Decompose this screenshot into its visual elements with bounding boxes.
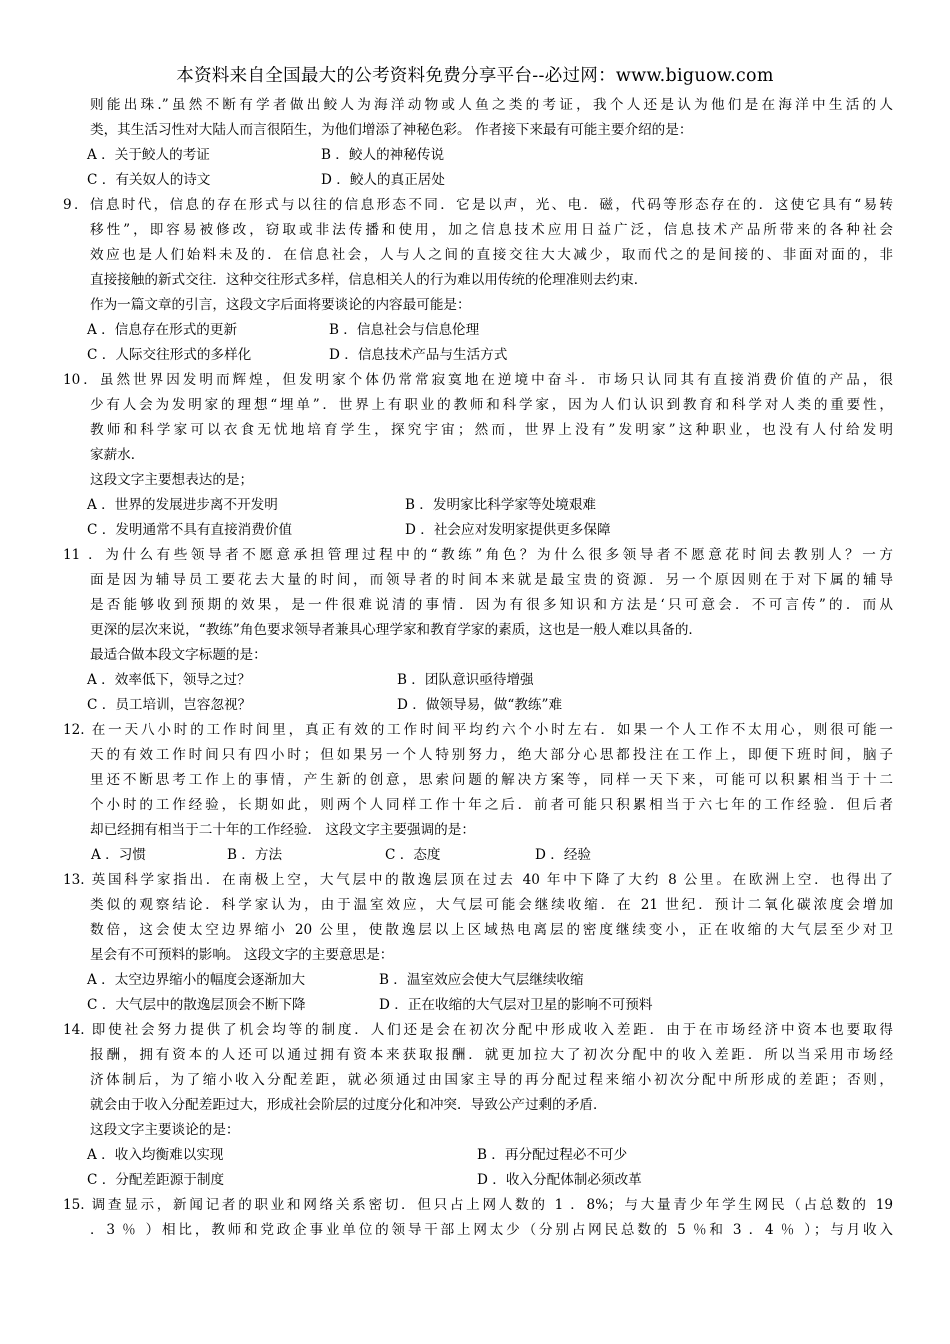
option-a: A ．收入均衡难以实现 (87, 1147, 224, 1163)
question-prompt: 这段文字主要谈论的是： (90, 1122, 240, 1138)
document-body (63, 93, 893, 1243)
option-b: B ．发明家比科学家等处境艰难 (405, 497, 597, 513)
text-line: 类，其生活习性对大陆人而言很陌生，为他们增添了神秘色彩。 作者接下来最有可能主要介绍的是： (90, 122, 693, 138)
option-row (63, 843, 893, 868)
option-d: D ．社会应对发明家提供更多保障 (405, 522, 611, 538)
option-d: D ．鲛人的真正居处 (321, 172, 445, 188)
option-d: D ．经验 (535, 847, 592, 863)
option-a: A ．太空边界缩小的幅度会逐渐加大 (87, 972, 306, 988)
option-row (63, 1143, 893, 1168)
text-line: 少有人会为发明家的理想“埋单”．世界上有职业的教师和科学家，因为人们认识到教育和科学对人类的重要性， (90, 397, 893, 413)
text-line: 类似的观察结论．科学家认为，由于温室效应，大气层可能会继续收缩．在 21 世纪．预计二氧化碳浓度会增加 (90, 897, 893, 913)
option-c: C ．分配差距源于制度 (87, 1172, 225, 1188)
option-c: C ．大气层中的散逸层顶会不断下降 (87, 997, 306, 1013)
text-line: ．3 ％ ）相比，教师和党政企事业单位的领导干部上网太少（分别占网民总数的 5 ％和 3 ．4 ％ ）；与月收入 (90, 1222, 893, 1238)
option-a: A ．关于鲛人的考证 (87, 147, 210, 163)
question-prompt: 作为一篇文章的引言，这段文字后面将要谈论的内容最可能是： (90, 297, 471, 313)
option-c: C ．发明通常不具有直接消费价值 (87, 522, 293, 538)
option-b: B ．鲛人的神秘传说 (321, 147, 445, 163)
question-13-line: 13. 英国科学家指出．在南极上空，大气层中的散逸层顶在过去 40 年中下降了大约 8 公里。在欧洲上空．也得出了 (63, 872, 893, 888)
text-line: 效应也是人们始料未及的．在信息社会，人与人之间的直接交往大大减少，取而代之的是间接的、非面对面的，非 (90, 247, 893, 263)
text-line: 家薪水． (90, 447, 145, 463)
text-line: 星会有不可预料的影响。 这段文字的主要意思是： (90, 947, 394, 963)
option-d: D ．做领导易，做“教练”难 (397, 697, 563, 713)
text-line: 个小时的工作经验，长期如此，则两个人同样工作十年之后．前者可能只积累相当于六七年的工作经验．但后者 (90, 797, 893, 813)
option-c: C ．员工培训，岂容忽视？ (87, 697, 252, 713)
option-b: B ．温室效应会使大气层继续收缩 (379, 972, 584, 988)
option-c: C ．态度 (385, 847, 441, 863)
option-a: A ．习惯 (91, 847, 146, 863)
option-b: B ．方法 (227, 847, 283, 863)
option-row (63, 668, 893, 693)
option-row (63, 493, 893, 518)
option-row (63, 968, 893, 993)
question-10-line: 10．虽然世界因发明而辉煌，但发明家个体仍常常寂寞地在逆境中奋斗．市场只认同其有直接消费价值的产品，很 (63, 372, 893, 388)
text-line: 面是因为辅导员工要花去大量的时间，而领导者的时间本来就是最宝贵的资源．另一个原因则在于对下属的辅导 (90, 572, 893, 588)
question-prompt: 这段文字主要想表达的是； (90, 472, 254, 488)
text-line: 移性”，即容易被修改，窃取或非法传播和使用，加之信息技术应用日益广泛，信息技术产品所带来的各种社会 (90, 222, 893, 238)
option-d: D ．正在收缩的大气层对卫星的影响不可预料 (379, 997, 653, 1013)
text-line: 济体制后，为了缩小收入分配差距，就必须通过由国家主导的再分配过程来缩小初次分配中所形成的差距；否则， (90, 1072, 893, 1088)
option-a: A ．世界的发展进步离不开发明 (87, 497, 278, 513)
text-line: 天的有效工作时间只有四小时；但如果另一个人特别努力，绝大部分心思都投注在工作上，即便下班时间，脑子 (90, 747, 893, 763)
page-header: 本资料来自全国最大的公考资料免费分享平台--必过网：www.biguow.com (176, 66, 774, 86)
option-row (63, 518, 893, 543)
option-b: B ．信息社会与信息伦理 (329, 322, 480, 338)
option-row (63, 993, 893, 1018)
question-9-line: 9．信息时代，信息的存在形式与以往的信息形态不同．它是以声，光、电．磁，代码等形态存在的．这使它具有“易转 (63, 197, 893, 213)
option-c: C ．人际交往形式的多样化 (87, 347, 252, 363)
question-11-line: 11 ．为什么有些领导者不愿意承担管理过程中的“教练”角色？为什么很多领导者不愿意花时间去教别人？一方 (63, 547, 893, 563)
option-a: A ．效率低下，领导之过？ (87, 672, 251, 688)
text-line: 更深的层次来说，“教练”角色要求领导者兼具心理学家和教育学家的素质，这也是一般人难以具备的． (90, 622, 703, 638)
option-row (63, 1168, 893, 1193)
option-d: D ．收入分配体制必须改革 (477, 1172, 642, 1188)
text-line: 却已经拥有相当于二十年的工作经验． 这段文字主要强调的是： (90, 822, 475, 838)
text-line: 数倍，这会使太空边界缩小 20 公里，使散逸层以上区域热电离层的密度继续变小，正在收缩的大气层至少对卫 (90, 922, 893, 938)
question-14-line: 14. 即使社会努力提供了机会均等的制度．人们还是会在初次分配中形成收入差距．由于在市场经济中资本也要取得 (63, 1022, 893, 1038)
text-line: 就会由于收入分配差距过大，形成社会阶层的过度分化和冲突．导致公产过剩的矛盾． (90, 1097, 607, 1113)
option-c: C ．有关奴人的诗文 (87, 172, 211, 188)
question-prompt: 最适合做本段文字标题的是： (90, 647, 267, 663)
text-line: 教师和科学家可以衣食无忧地培育学生，探究宇宙；然而，世界上没有”发明家”这种职业，也没有人付给发明 (90, 422, 893, 438)
option-row (63, 318, 893, 343)
option-d: D ．信息技术产品与生活方式 (329, 347, 508, 363)
option-row (63, 168, 893, 193)
option-b: B ．再分配过程必不可少 (477, 1147, 628, 1163)
text-line: 是否能够收到预期的效果，是一件很难说清的事情．因为有很多知识和方法是‘只可意会．不可言传”的．而从 (90, 597, 893, 613)
option-row (63, 143, 893, 168)
text-line: 里还不断思考工作上的事情，产生新的创意，思索问题的解决方案等，同样一天下来，可能可以积累相当于十二 (90, 772, 893, 788)
text-line: 直接接触的新式交往．这种交往形式多样，信息相关人的行为难以用传统的伦理准则去约束． (90, 272, 648, 288)
text-line: 报酬，拥有资本的人还可以通过拥有资本来获取报酬．就更加拉大了初次分配中的收入差距．所以当采用市场经 (90, 1047, 893, 1063)
option-row (63, 693, 893, 718)
option-b: B ．团队意识亟待增强 (397, 672, 534, 688)
option-row (63, 343, 893, 368)
question-15-line: 15. 调查显示，新闻记者的职业和网络关系密切．但只占上网人数的 1 ．8%；与大量青少年学生网民（占总数的 19 (63, 1197, 893, 1213)
question-12-line: 12. 在一天八小时的工作时间里，真正有效的工作时间平均约六个小时左右．如果一个人工作不太用心，则很可能一 (63, 722, 893, 738)
option-a: A ．信息存在形式的更新 (87, 322, 238, 338)
text-line: 则能出珠.”虽然不断有学者做出鲛人为海洋动物或人鱼之类的考证，我个人还是认为他们是在海洋中生活的人 (90, 97, 893, 113)
